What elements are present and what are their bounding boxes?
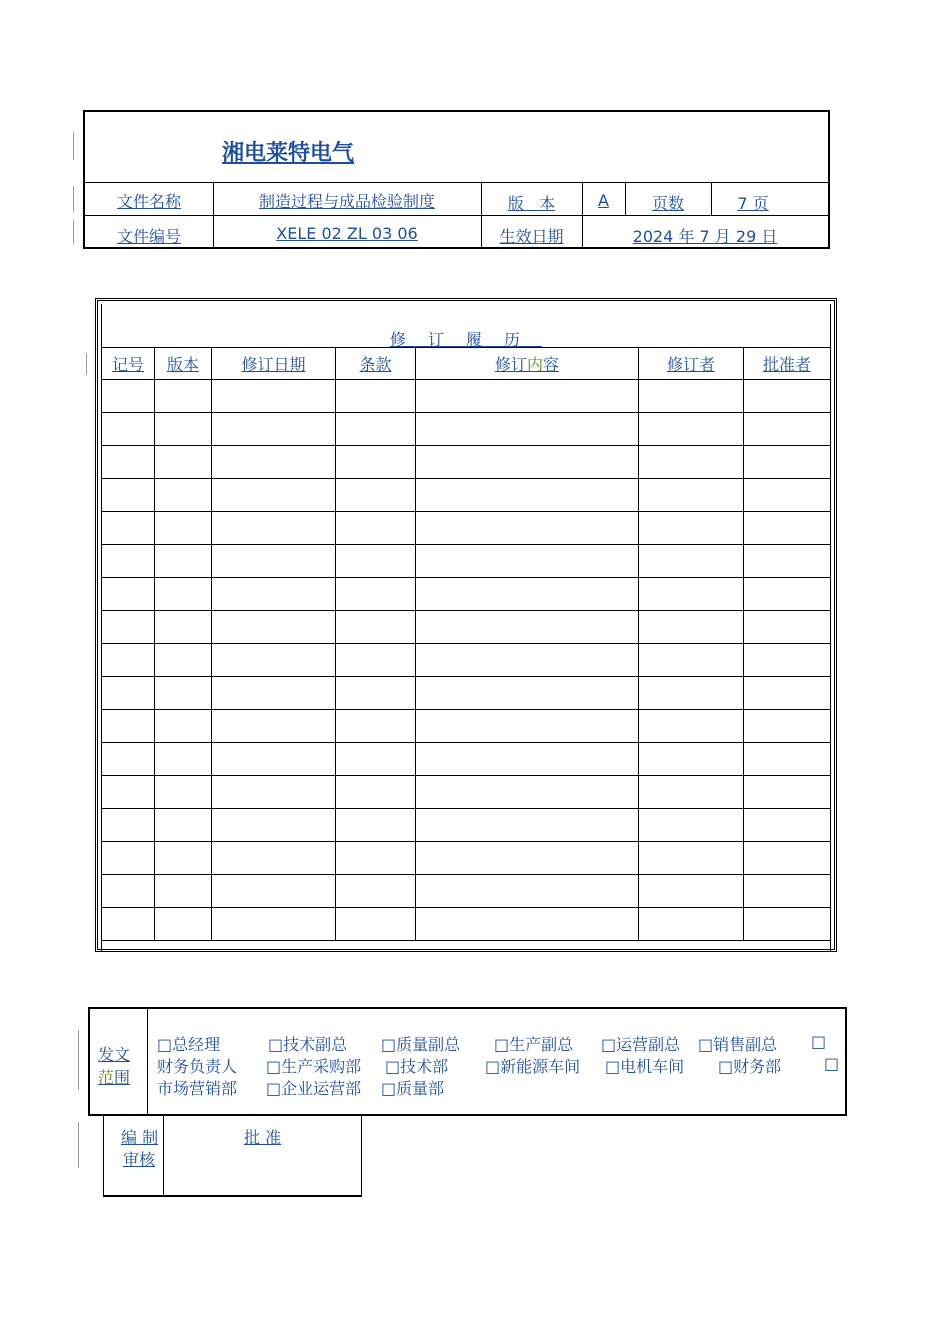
revision-cell[interactable] [155,479,212,512]
pages-value: 7 页 [737,194,769,213]
checkbox-quality-vp[interactable]: □质量副总 [381,1035,461,1054]
revision-cell[interactable] [639,512,744,545]
revision-cell[interactable] [155,743,212,776]
revision-cell[interactable] [416,908,639,941]
margin-mark [73,220,74,244]
col-version: 版本 [166,355,199,374]
reviewed-label: 审核 [123,1150,156,1169]
revision-cell[interactable] [336,710,416,743]
revision-cell[interactable] [212,611,336,644]
revision-cell[interactable] [639,578,744,611]
revision-row [102,875,831,908]
revision-cell[interactable] [416,875,639,908]
revision-row [102,776,831,809]
revision-cell[interactable] [155,677,212,710]
doc-name-label: 文件名称 [116,192,181,211]
revision-cell[interactable] [155,512,212,545]
col-date: 修订日期 [241,355,306,374]
revision-row [102,842,831,875]
revision-cell[interactable] [102,776,155,809]
revision-cell[interactable] [639,644,744,677]
revision-cell[interactable] [212,743,336,776]
checkbox-finance-head[interactable]: □ [811,1032,827,1051]
revision-cell[interactable] [336,512,416,545]
marketing-label: 市场营销部 [157,1079,238,1098]
revision-cell[interactable] [639,809,744,842]
revision-row [102,512,831,545]
revision-row [102,545,831,578]
revision-cell[interactable] [212,578,336,611]
effective-date-label: 生效日期 [499,227,564,246]
revision-cell[interactable] [639,413,744,446]
revision-cell[interactable] [212,908,336,941]
distribution-block [88,1007,847,1116]
revision-cell[interactable] [416,710,639,743]
version-label: 版 本 [507,194,556,213]
revision-cell[interactable] [744,875,831,908]
revision-cell[interactable] [155,644,212,677]
divider [85,215,828,216]
revision-row [102,743,831,776]
revision-cell[interactable] [212,479,336,512]
revision-cell[interactable] [336,578,416,611]
revision-cell[interactable] [212,644,336,677]
revision-cell[interactable] [155,446,212,479]
revision-cell[interactable] [155,545,212,578]
revision-row [102,413,831,446]
revision-cell[interactable] [744,611,831,644]
revision-row [102,446,831,479]
revision-cell[interactable] [639,611,744,644]
revision-cell[interactable] [155,809,212,842]
revision-cell[interactable] [744,545,831,578]
revision-row [102,809,831,842]
checkbox-enterprise-operations[interactable]: □企业运营部 [266,1079,362,1098]
revision-cell[interactable] [212,413,336,446]
margin-mark [73,132,74,160]
revision-row [102,908,831,941]
margin-mark [78,1122,79,1168]
checkbox-operations-vp[interactable]: □运营副总 [601,1035,681,1054]
revision-cell[interactable] [212,545,336,578]
revision-cell[interactable] [416,512,639,545]
revision-cell[interactable] [102,611,155,644]
revision-cell[interactable] [102,512,155,545]
revision-cell[interactable] [155,413,212,446]
checkbox-new-energy-workshop[interactable]: □新能源车间 [485,1057,581,1076]
checkbox-production-purchasing[interactable]: □生产采购部 [266,1057,362,1076]
revision-row [102,644,831,677]
revision-header-row [102,348,831,380]
revision-cell[interactable] [416,842,639,875]
revision-cell[interactable] [416,545,639,578]
margin-mark [78,1030,79,1090]
revision-cell[interactable] [744,776,831,809]
revision-history-title: 修订履历 [389,330,542,349]
col-content: 修订内容 [494,355,560,374]
revision-cell[interactable] [639,479,744,512]
prepared-label: 编 制 [121,1128,159,1147]
effective-date-value: 2024 年 7 月 29 日 [632,227,778,246]
revision-cell[interactable] [102,578,155,611]
revision-cell[interactable] [639,842,744,875]
divider [85,182,828,183]
revision-cell[interactable] [102,644,155,677]
checkbox-sales-vp[interactable]: □销售副总 [698,1035,778,1054]
revision-cell[interactable] [155,380,212,413]
revision-cell[interactable] [416,413,639,446]
revision-cell[interactable] [416,809,639,842]
revision-cell[interactable] [416,479,639,512]
revision-cell[interactable] [744,479,831,512]
revision-cell[interactable] [155,611,212,644]
revision-cell[interactable] [336,875,416,908]
revision-row [102,710,831,743]
revision-cell[interactable] [639,545,744,578]
revision-cell[interactable] [336,677,416,710]
col-clause: 条款 [359,355,392,374]
revision-cell[interactable] [416,446,639,479]
revision-cell[interactable] [155,842,212,875]
revision-cell[interactable] [212,380,336,413]
revision-cell[interactable] [416,743,639,776]
revision-cell[interactable] [336,776,416,809]
revision-row [102,578,831,611]
revision-cell[interactable] [336,611,416,644]
col-no: 记号 [111,355,144,374]
revision-cell[interactable] [744,578,831,611]
revision-cell[interactable] [336,413,416,446]
checkbox-quality-dept[interactable]: □质量部 [381,1079,445,1098]
divider [147,1009,148,1114]
revision-cell[interactable] [336,842,416,875]
revision-cell[interactable] [416,776,639,809]
checkbox-motor-workshop[interactable]: □电机车间 [605,1057,685,1076]
revision-row [102,479,831,512]
finance-head-label: 财务负责人 [157,1057,238,1076]
revision-cell[interactable] [102,413,155,446]
pages-label: 页数 [651,194,684,213]
col-approver: 批准者 [762,355,811,374]
revision-cell[interactable] [744,710,831,743]
revision-cell[interactable] [102,809,155,842]
revision-cell[interactable] [639,710,744,743]
revision-cell[interactable] [212,677,336,710]
revision-cell[interactable] [155,776,212,809]
revision-cell[interactable] [212,776,336,809]
revision-cell[interactable] [102,842,155,875]
revision-cell[interactable] [336,380,416,413]
revision-cell[interactable] [212,710,336,743]
checkbox-tech-dept[interactable]: □技术部 [385,1057,449,1076]
doc-name-value: 制造过程与成品检验制度 [258,192,435,211]
checkbox-tech-vp[interactable]: □技术副总 [268,1035,348,1054]
divider [163,1115,164,1195]
margin-mark [86,353,87,375]
revision-cell[interactable] [212,512,336,545]
checkbox-production-vp[interactable]: □生产副总 [494,1035,574,1054]
document-header [83,110,830,249]
revision-cell[interactable] [639,380,744,413]
revision-cell[interactable] [102,545,155,578]
revision-cell[interactable] [744,446,831,479]
revision-cell[interactable] [744,809,831,842]
revision-cell[interactable] [336,743,416,776]
revision-cell[interactable] [744,413,831,446]
company-title: 湘电莱特电气 [222,141,355,166]
checkbox-finance-dept[interactable]: □财务部 [718,1057,782,1076]
checkbox-marketing[interactable]: □ [824,1054,840,1073]
revision-cell[interactable] [212,446,336,479]
revision-cell[interactable] [744,380,831,413]
revision-cell[interactable] [336,908,416,941]
approval-block [103,1115,362,1197]
revision-cell[interactable] [155,908,212,941]
revision-cell[interactable] [639,776,744,809]
revision-cell[interactable] [744,908,831,941]
revision-cell[interactable] [102,446,155,479]
revision-cell[interactable] [212,842,336,875]
revision-cell[interactable] [416,677,639,710]
revision-cell[interactable] [155,710,212,743]
revision-cell[interactable] [212,809,336,842]
revision-cell[interactable] [155,578,212,611]
col-reviser: 修订者 [666,355,715,374]
revision-cell[interactable] [336,479,416,512]
approved-label: 批 准 [244,1128,282,1147]
doc-no-value: XELE 02 ZL 03 06 [276,224,418,243]
revision-cell[interactable] [744,644,831,677]
revision-cell[interactable] [102,677,155,710]
revision-cell[interactable] [336,809,416,842]
revision-cell[interactable] [336,545,416,578]
revision-cell[interactable] [155,875,212,908]
revision-cell[interactable] [744,512,831,545]
revision-cell[interactable] [102,380,155,413]
revision-cell[interactable] [416,611,639,644]
revision-cell[interactable] [102,479,155,512]
revision-row [102,380,831,413]
doc-no-label: 文件编号 [116,227,181,246]
revision-cell[interactable] [639,446,744,479]
revision-table [101,347,831,941]
revision-cell[interactable] [102,875,155,908]
revision-cell[interactable] [744,743,831,776]
revision-cell[interactable] [639,908,744,941]
revision-row [102,677,831,710]
revision-cell[interactable] [416,578,639,611]
revision-cell[interactable] [212,875,336,908]
revision-cell[interactable] [416,644,639,677]
revision-row [102,611,831,644]
revision-cell[interactable] [639,875,744,908]
margin-mark [73,186,74,212]
revision-cell[interactable] [744,677,831,710]
distribution-label: 发文 范围 [98,1045,131,1087]
revision-cell[interactable] [336,446,416,479]
version-value: A [598,191,609,210]
checkbox-general-manager[interactable]: □总经理 [157,1035,221,1054]
revision-cell[interactable] [639,677,744,710]
revision-cell[interactable] [416,380,639,413]
revision-cell[interactable] [102,908,155,941]
revision-cell[interactable] [102,710,155,743]
revision-cell[interactable] [102,743,155,776]
revision-cell[interactable] [639,743,744,776]
revision-cell[interactable] [336,644,416,677]
revision-cell[interactable] [744,842,831,875]
